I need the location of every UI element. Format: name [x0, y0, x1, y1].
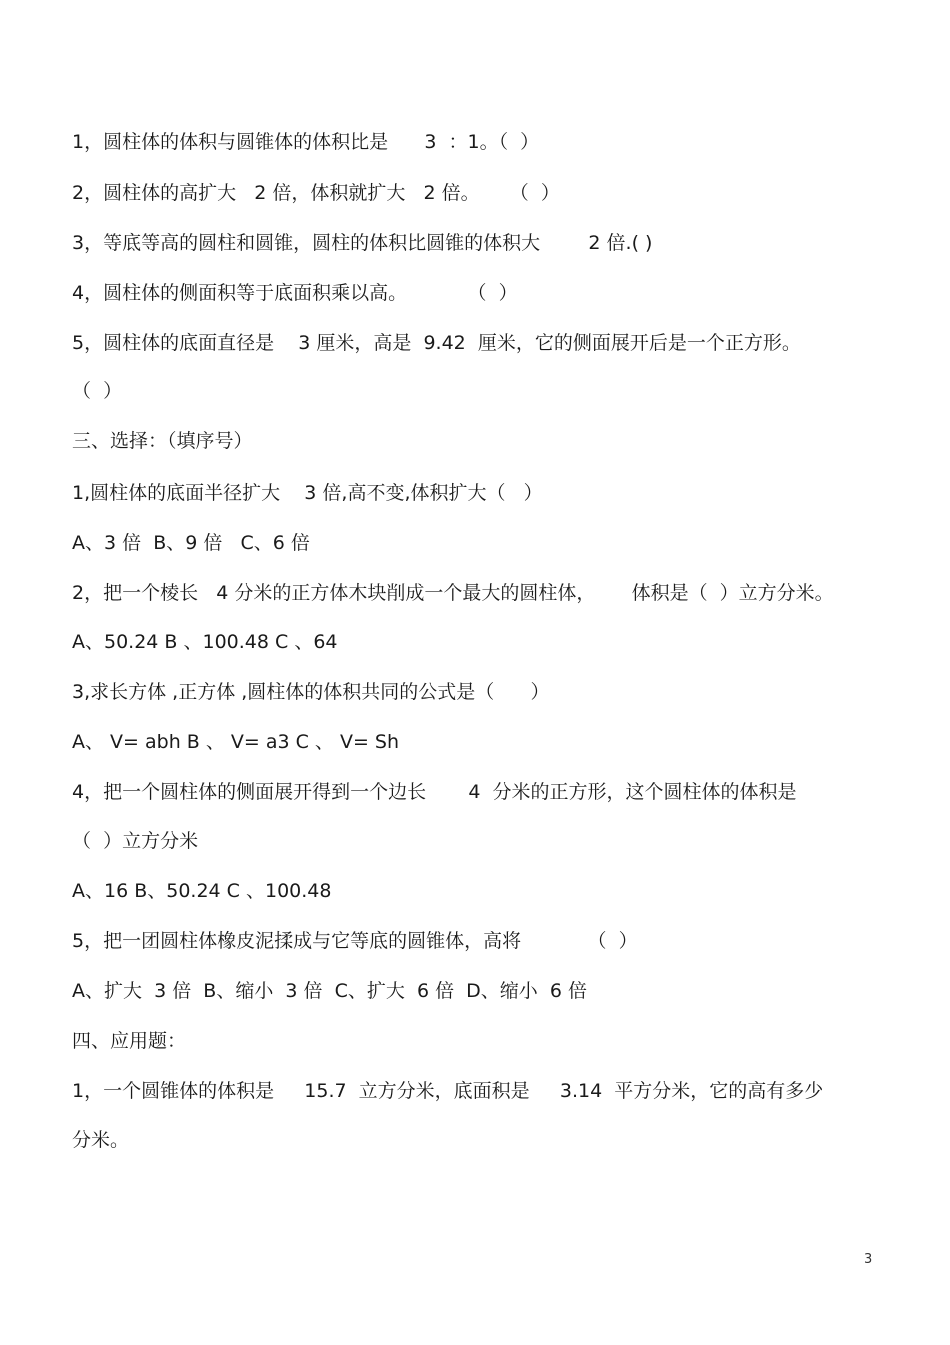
- section-heading: 四、应用题：: [72, 1030, 187, 1052]
- text-line: 4，把一个圆柱体的侧面展开得到一个边长 4 分米的正方形，这个圆柱体的体积是: [72, 781, 797, 803]
- text-line: 5，把一团圆柱体橡皮泥揉成与它等底的圆锥体，高将 （ ）: [72, 930, 638, 952]
- text-line: （ ）立方分米: [72, 830, 199, 852]
- text-line: 分米。: [72, 1129, 130, 1151]
- text-line: 5，圆柱体的底面直径是 3 厘米，高是 9.42 厘米，它的侧面展开后是一个正方形。: [72, 332, 801, 354]
- text-line: 1，一个圆锥体的体积是 15.7 立方分米，底面积是 3.14 平方分米，它的高有多少: [72, 1080, 824, 1102]
- text-line: A、50.24 B 、100.48 C 、64: [72, 631, 338, 653]
- text-line: A、3 倍 B、9 倍 C、6 倍: [72, 532, 310, 554]
- text-line: 1,圆柱体的底面半径扩大 3 倍,高不变,体积扩大（ ）: [72, 482, 543, 504]
- text-line: 1，圆柱体的体积与圆锥体的体积比是 3 ：1。（ ）: [72, 131, 540, 153]
- section-heading: 三、选择：（填序号）: [72, 430, 253, 452]
- text-line: A、 V= abh B 、 V= a3 C 、 V= Sh: [72, 731, 400, 753]
- text-line: （ ）: [72, 380, 123, 402]
- text-line: A、16 B、50.24 C 、100.48: [72, 880, 332, 902]
- text-line: 3,求长方体 ,正方体 ,圆柱体的体积共同的公式是（ ）: [72, 681, 550, 703]
- page-number: 3: [864, 1252, 873, 1267]
- text-line: 3，等底等高的圆柱和圆锥，圆柱的体积比圆锥的体积大 2 倍.( ): [72, 232, 653, 254]
- text-line: 4，圆柱体的侧面积等于底面积乘以高。 （ ）: [72, 282, 518, 304]
- text-line: A、扩大 3 倍 B、缩小 3 倍 C、扩大 6 倍 D、缩小 6 倍: [72, 980, 587, 1002]
- text-line: 2，圆柱体的高扩大 2 倍，体积就扩大 2 倍。 （ ）: [72, 182, 560, 204]
- text-line: 2，把一个棱长 4 分米的正方体木块削成一个最大的圆柱体， 体积是（ ）立方分米。: [72, 582, 834, 604]
